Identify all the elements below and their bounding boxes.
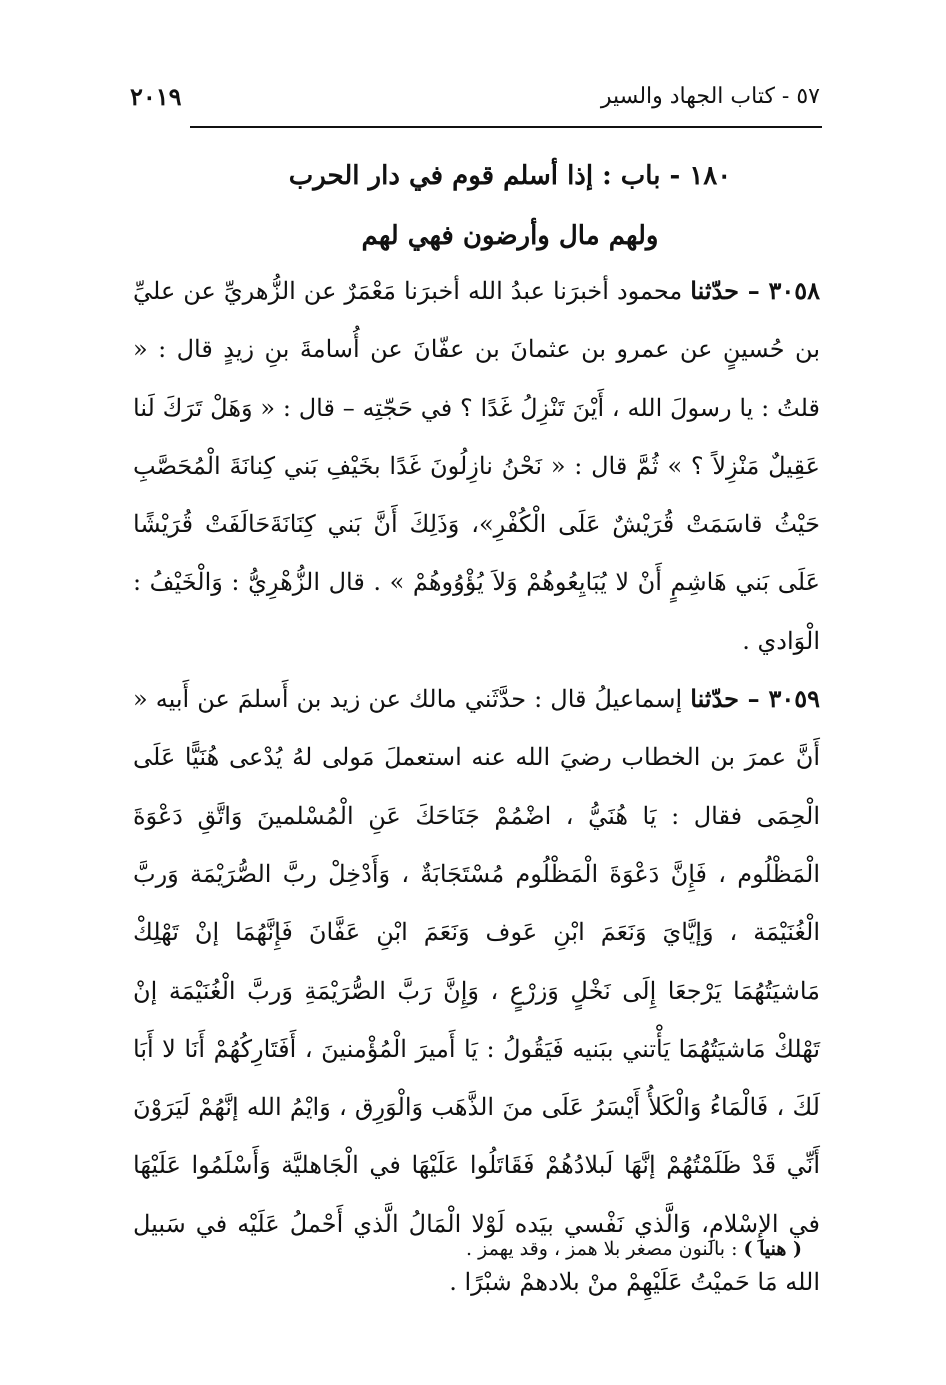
- main-text: [133, 262, 820, 1311]
- hadith-text: إسماعيلُ قال : حدَّثَني مالك عن زيد بن أَسلمَ عن أَبيه « أَنَّ عمرَ بن الخطاب رضيَ الله عنه استعملَ مَولى لهُ يُدْعى هُنَيًّا عَلَى الْحِمَى فقال : يَا هُنَيُّ ، اضْمُمْ جَنَاحَكَ عَنِ الْمُسْلمينَ وَاتَّقِ دَعْوَةَ الْمَظْلُوم ، فَإِنَّ دَعْوَةَ الْمَظْلُوم مُسْتَجَابَةٌ ، وَأَدْخِلْ ربَّ الصُّرَيْمَة وَربَّ الْغُنَيْمَة ، وَإيَّايَ وَنَعَمَ ابْنِ عَوف وَنَعَمَ ابْنِ عَفَّانَ فَإِنَّهُمَا إنْ تَهْلِكْ مَاشيَتُهُمَا يَرْجعَا إِلَى نَخْلٍ وَزرْعٍ ، وَإِنَّ رَبَّ الصُّرَيْمَةِ وَربَّ الْغُنَيْمَة إنْ تَهْلكْ مَاشيَتُهُمَا يَأْتني ببَنيه فَيَقُولُ : يَا أَميرَ الْمُؤْمنينَ ، أَفَتَارِكُهُمْ أَنَا لا أَبَا لَكَ ، فَالْمَاءُ وَالْكَلأُ أَيْسَرُ عَلَى منَ الذَّهَب وَالْوَرِق ، وَايْمُ الله إنَّهُمْ لَيَرَوْنَ أَنِّي قَدْ ظَلَمْتُهُمْ إنَّهَا لَبلادُهُمْ فَقَاتَلُوا عَلَيْهَا في الْجَاهليَّة وَأَسْلَمُوا عَلَيْهَا في الإِسْلامِ، وَالَّذي نَفْسي بيَده لَوْلا الْمَالُ الَّذي أَحْملُ عَلَيْه في سَبيل الله مَا حَميْتُ عَلَيْهِمْ منْ بلادهمْ شبْرًا .: [133, 685, 821, 1297]
- chapter-heading-line-2: ولهم مال وأرضون فهي لهم: [361, 221, 659, 251]
- footnote: [133, 1234, 820, 1264]
- chapter-heading-line-1: ١٨٠ - باب : إذا أسلم قوم في دار الحرب: [288, 161, 732, 191]
- hadith-paragraph: [133, 262, 820, 670]
- chapter-running-title: ٥٧ - كتاب الجهاد والسير: [600, 84, 820, 109]
- running-header: [130, 84, 820, 124]
- hadith-paragraph: [133, 670, 820, 1311]
- footnote-text: : بالنون مصغر بلا همز ، وقد يهمز .: [466, 1238, 744, 1260]
- footnote-term: ( هنيا ): [743, 1238, 802, 1260]
- page-number: ٢٠١٩: [130, 82, 182, 111]
- hadith-number: ٣٠٥٩ – حدّثنا: [690, 684, 820, 714]
- header-rule: [190, 126, 822, 128]
- chapter-heading: [130, 146, 820, 266]
- hadith-number: ٣٠٥٨ – حدّثنا: [690, 276, 820, 305]
- hadith-text: محمود أخبرَنا عبدُ الله أخبرَنا مَعْمَرٌ عن الزُّهريِّ عن عليِّ بن حُسينٍ عن عمرو بن عثمانَ بن عفّانَ عن أُسامةَ بنِ زيدٍ قال : « قلتُ : يا رسولَ الله ، أَيْنَ تَنْزِلُ غَدًا ؟ في حَجّتِه – قال : « وَهَلْ تَرَكَ لَنا عَقِيلٌ مَنْزِلاً ؟ » ثُمَّ قال : « نَحْنُ نازِلُونَ غَدًا بخَيْفِ بَني كِنانَةَ الْمُحَصَّبِ حَيْثُ قاسَمَتْ قُرَيْشٌ عَلَى الْكُفْرِ»، وَذَلِكَ أَنَّ بَني كِنَانَةَحَالَفَتْ قُرَيْشًا عَلَى بَني هَاشِمٍ أَنْ لا يُبَايِعُوهُمْ وَلاَ يُؤْوُوهُمْ » . قال الزُّهْرِيُّ : وَالْخَيْفُ : الْوَادي .: [133, 277, 820, 655]
